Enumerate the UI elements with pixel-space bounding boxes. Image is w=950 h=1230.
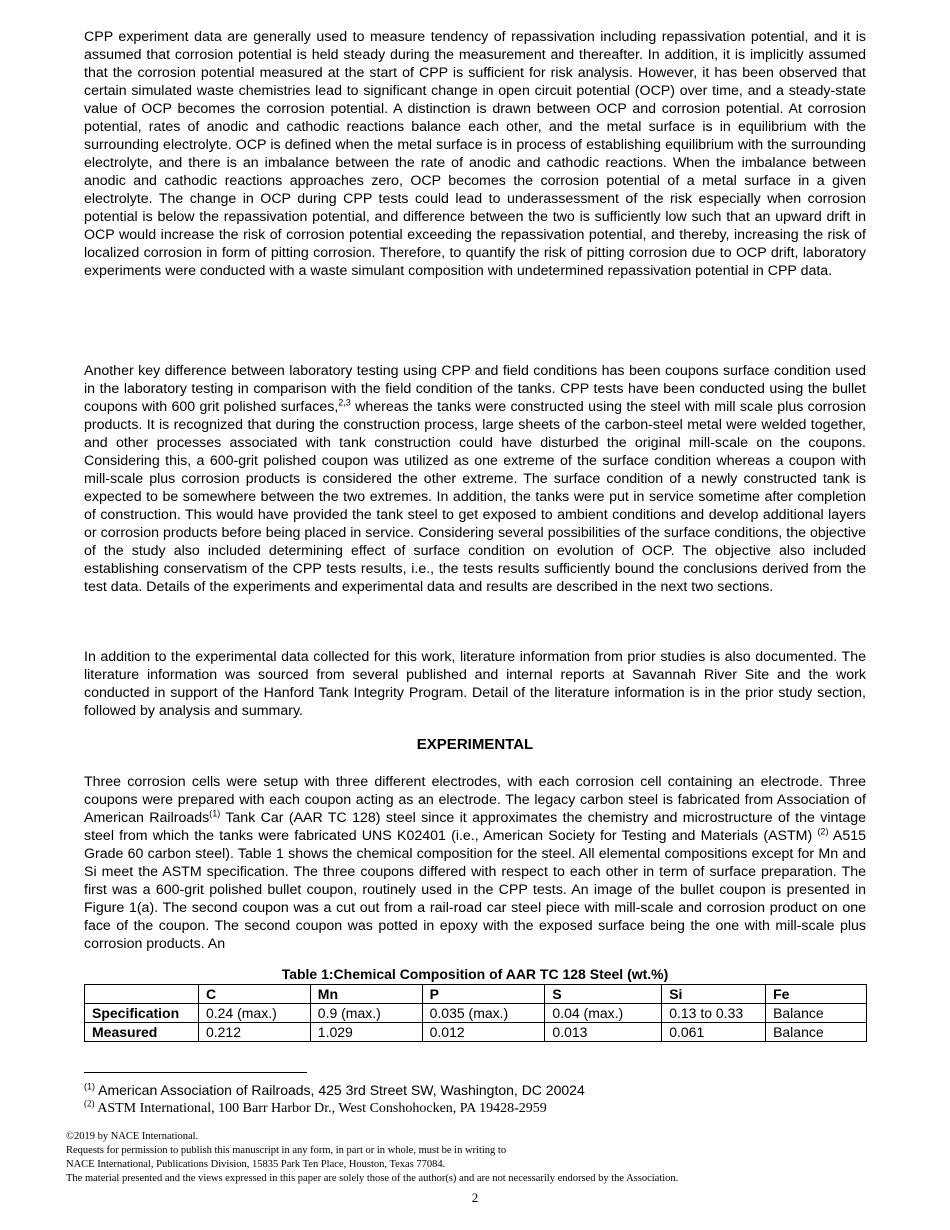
table-cell: Balance bbox=[766, 1004, 867, 1023]
page-number: 2 bbox=[471, 1190, 479, 1205]
paragraph-2-text-b: whereas the tanks were constructed using the steel with mill scale plus corrosion products. It is recognized that during the construction process, large sheets of the carbon-steel metal were welded together, and other processes associated with tank construction could have disturbed the original mill-scale on the coupons. Considering this, a 600-grit polished coupon was utilized as one extreme of the surface condition whereas a coupon with mill-scale plus corrosion products is considered the other extreme. The surface condition of a newly constructed tank is expected to be somewhere between the two extremes. In addition, the tanks were put in service sometime after completion of construction. This would have provided the tank steel to get exposed to ambient conditions and develop additional layers or corrosion products before being placed in service. Considering several possibilities of the surface conditions, the objective of the study also included determining effect of surface condition on evolution of OCP. The objective also included establishing conservatism of the CPP tests results, i.e., the tests results sufficiently bound the conclusions derived from the test data. Details of the experiments and experimental data and results are described in the next two sections. bbox=[84, 399, 867, 595]
body-paragraph-3: In addition to the experimental data collected for this work, literature information from prior studies is also documented. The literature information was sourced from several published and internal reports at Savannah River Site and the work conducted in support of the Hanford Tank Integrity Program. Detail of the literature information is in the prior study section, followed by analysis and summary. bbox=[84, 649, 866, 719]
table-header-cell: Mn bbox=[310, 985, 422, 1004]
publisher-address: NACE International, Publications Division, 15835 Park Ten Place, Houston, Texas 77084. bbox=[66, 1159, 446, 1170]
table-row bbox=[85, 1004, 867, 1023]
body-paragraph-4 bbox=[84, 773, 866, 953]
body-paragraph-1: CPP experiment data are generally used to measure tendency of repassivation including repassivation potential, and it is assumed that corrosion potential is held steady during the measurement and thereafter. In addition, it is implicitly assumed that the corrosion potential measured at the start of CPP is sufficient for risk analysis. However, it has been observed that certain simulated waste chemistries lead to significant change in open circuit potential (OCP) over time, and a steady-state value of OCP becomes the corrosion potential. A distinction is drawn between OCP and corrosion potential. At corrosion potential, rates of anodic and cathodic reactions balance each other, and the metal surface is in equilibrium with the surrounding electrolyte. OCP is defined when the metal surface is in process of establishing equilibrium with the surrounding electrolyte, and there is an imbalance between the rate of anodic and cathodic reactions. When the imbalance between anodic and cathodic reactions approaches zero, OCP becomes the corrosion potential of a metal surface in a given electrolyte. The change in OCP during CPP tests could lead to underassessment of the risk especially when corrosion potential is below the repassivation potential, and difference between the two is sufficiently low such that an upward drift in OCP would increase the risk of corrosion potential exceeding the repassivation potential, and thereby, increasing the risk of localized corrosion in form of pitting corrosion. Therefore, to quantify the risk of pitting corrosion due to OCP drift, laboratory experiments were conducted with a waste simulant composition with undetermined repassivation potential in CPP data. bbox=[84, 29, 866, 279]
section-heading-experimental: EXPERIMENTAL bbox=[416, 736, 534, 753]
paragraph-2-text-a: Another key difference between laboratory testing using CPP and field conditions has been coupons surface condition used in the laboratory testing in comparison with the field condition of the tanks. CPP tests have been conducted using the bullet coupons with 600 grit polished surfaces, bbox=[84, 363, 866, 415]
paragraph-4-text-c: A515 Grade 60 carbon steel). Table 1 shows the chemical composition for the steel. All elemental compositions except for Mn and Si meet the ASTM specification. The three coupons differed with respect to each other in term of surface preparation. The first was a 600-grit polished bullet coupon, routinely used in the CPP tests. An image of the bullet coupon is presented in Figure 1(a). The second coupon was a cut out from a rail-road car steel piece with mill-scale and corrosion product on one face of the coupon. The second coupon was potted in epoxy with the exposed surface being the one with mill-scale plus corrosion products. An bbox=[84, 828, 867, 952]
composition-table bbox=[84, 984, 867, 1042]
body-paragraph-2 bbox=[84, 362, 866, 596]
table-cell: 0.013 bbox=[545, 1023, 662, 1042]
table-caption: Table 1:Chemical Composition of AAR TC 128 Steel (wt.%) bbox=[281, 966, 669, 982]
table-cell: 0.035 (max.) bbox=[422, 1004, 545, 1023]
table-header-cell: S bbox=[545, 985, 662, 1004]
footnote-2-text: ASTM International, 100 Barr Harbor Dr., West Conshohocken, PA 19428-2959 bbox=[94, 1101, 547, 1116]
footnote-2 bbox=[84, 1098, 547, 1117]
table-header-cell: P bbox=[422, 985, 545, 1004]
table-row-header: Specification bbox=[85, 1004, 199, 1023]
table-cell: 0.212 bbox=[198, 1023, 310, 1042]
footnote-ref-2: (2) bbox=[817, 826, 829, 837]
copyright-notice: ©2019 by NACE International. bbox=[66, 1131, 199, 1142]
table-header-cell bbox=[85, 985, 199, 1004]
table-header-row bbox=[85, 985, 867, 1004]
footnote-1-mark: (1) bbox=[84, 1081, 95, 1092]
footnote-1-text: American Association of Railroads, 425 3rd Street SW, Washington, DC 20024 bbox=[95, 1082, 585, 1098]
table-cell: 0.13 to 0.33 bbox=[662, 1004, 766, 1023]
footnote-1 bbox=[84, 1082, 585, 1098]
table-cell: 0.9 (max.) bbox=[310, 1004, 422, 1023]
table-cell: 0.24 (max.) bbox=[198, 1004, 310, 1023]
table-header-cell: C bbox=[198, 985, 310, 1004]
table-cell: Balance bbox=[766, 1023, 867, 1042]
footnote-ref-1: (1) bbox=[209, 808, 221, 819]
table-cell: 1.029 bbox=[310, 1023, 422, 1042]
table-cell: 0.061 bbox=[662, 1023, 766, 1042]
table-header-cell: Si bbox=[662, 985, 766, 1004]
footnote-divider bbox=[84, 1072, 307, 1073]
permission-notice: Requests for permission to publish this manuscript in any form, in part or in whole, must be in writing to bbox=[66, 1145, 507, 1156]
table-cell: 0.012 bbox=[422, 1023, 545, 1042]
table-row-header: Measured bbox=[85, 1023, 199, 1042]
reference-superscript: 2,3 bbox=[338, 397, 351, 408]
table-cell: 0.04 (max.) bbox=[545, 1004, 662, 1023]
paragraph-4-text-a: Three corrosion cells were setup with three different electrodes, with each corrosion cell containing an electrode. Three coupons were prepared with each coupon acting as an electrode. The legacy carbon steel is fabricated from Association of American Railroads bbox=[84, 774, 866, 826]
table-row bbox=[85, 1023, 867, 1042]
footnote-2-mark: (2) bbox=[84, 1098, 95, 1109]
table-header-cell: Fe bbox=[766, 985, 867, 1004]
disclaimer-notice: The material presented and the views expressed in this paper are solely those of the author(s) and are not necessarily endorsed by the Association. bbox=[66, 1173, 679, 1184]
paragraph-4-text-b: Tank Car (AAR TC 128) steel since it approximates the chemistry and microstructure of the vintage steel from which the tanks were fabricated UNS K02401 (i.e., American Society for Testing and Materials (ASTM) bbox=[84, 810, 867, 844]
